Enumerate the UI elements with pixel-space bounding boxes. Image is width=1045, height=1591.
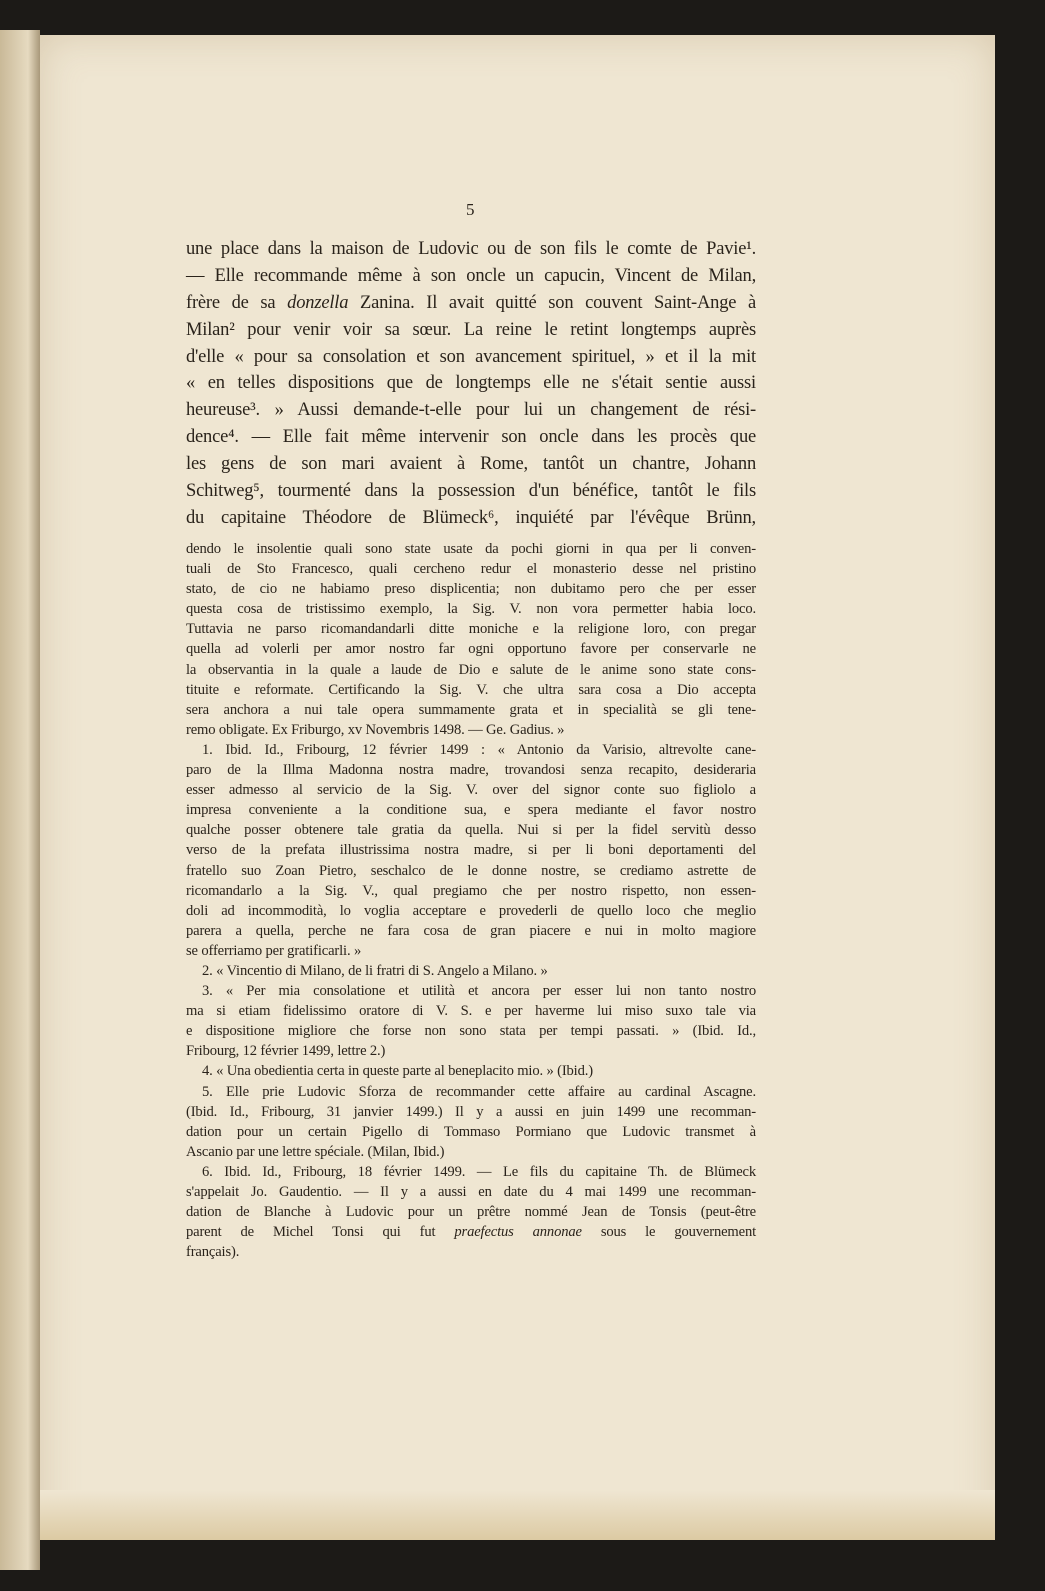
footnote-line [186, 1122, 756, 1142]
text-segment: Zanina. Il avait quitté son couvent Saint-Ange à [348, 292, 756, 313]
footnote-line [186, 760, 756, 780]
footnote-line [186, 1242, 756, 1262]
text-segment: qualche posser obtenere tale gratia da quella. Nui si per la fidel servitù desso [186, 822, 756, 839]
footnote-line [186, 1001, 756, 1021]
footnote-line [186, 740, 756, 760]
text-line [186, 397, 756, 424]
text-line [186, 344, 756, 371]
footnote-line [186, 680, 756, 700]
text-segment: Schitweg⁵, tourmenté dans la possession d'un bénéfice, tantôt le fils [186, 481, 756, 502]
text-segment: dence⁴. — Elle fait même intervenir son oncle dans les procès que [186, 427, 756, 448]
footnote-line [186, 720, 756, 740]
text-segment: Fribourg, 12 février 1499, lettre 2.) [186, 1043, 386, 1060]
text-segment: ricomandarlo a la Sig. V., qual pregiamo che per nostro rispetto, non essen- [186, 882, 756, 899]
text-segment: Tuttavia ne parso ricomandandarli ditte moniche e la religione loro, con pregar [186, 621, 756, 638]
footnote-line [186, 901, 756, 921]
footnote-line [186, 1061, 756, 1081]
page-number: 5 [466, 200, 475, 219]
text-segment: 5. Elle prie Ludovic Sforza de recommander cette affaire au cardinal Ascagne. [202, 1083, 756, 1100]
footnote-line [186, 961, 756, 981]
text-segment: 3. « Per mia consolatione et utilità et ancora per esser lui non tanto nostro [202, 983, 756, 1000]
footnote-line [186, 559, 756, 579]
text-segment: parent de Michel Tonsi qui fut [186, 1224, 455, 1241]
text-segment: (Ibid. Id., Fribourg, 31 janvier 1499.) Il y a aussi en juin 1499 une recomman- [186, 1103, 756, 1120]
footnote-line [186, 800, 756, 820]
text-segment: remo obligate. Ex Friburgo, xv Novembris 1498. — Ge. Gadius. » [186, 721, 565, 738]
text-line [186, 478, 756, 505]
text-segment: la observantia in la quale a laude de Dio e salute de le anime sono state cons- [186, 661, 756, 678]
text-segment: sera anchora a nui tale opera summamente grata et in specialità se gli tene- [186, 701, 756, 718]
text-segment: questa cosa de tristissimo exemplo, la Sig. V. non vora permetter habia loco. [186, 601, 756, 618]
text-segment: frère de sa [186, 292, 288, 313]
text-segment: verso de la prefata illustrissima nostra madre, si per li boni deportamenti del [186, 842, 756, 859]
text-segment: paro de la Illma Madonna nostra madre, trovandosi senza recapito, desideraria [186, 762, 756, 779]
footnote-line [186, 599, 756, 619]
text-segment: 4. « Una obedientia certa in queste parte al beneplacito mio. » (Ibid.) [202, 1063, 593, 1080]
footnote-line [186, 861, 756, 881]
text-segment: — Elle recommande même à son oncle un capucin, Vincent de Milan, [186, 265, 756, 286]
text-line [186, 290, 756, 317]
footnote-line [186, 700, 756, 720]
footnote-line [186, 981, 756, 1001]
footnote-line [186, 1041, 756, 1061]
footnote-line [186, 881, 756, 901]
text-segment: heureuse³. » Aussi demande-t-elle pour lui un changement de rési- [186, 400, 756, 421]
footnotes [186, 539, 756, 1262]
footnote-line [186, 1162, 756, 1182]
footnote-line [186, 1182, 756, 1202]
footnote-line [186, 1202, 756, 1222]
text-segment: impresa conveniente a la conditione sua, e spera mediante el favor nostro [186, 802, 756, 819]
text-segment: s'appelait Jo. Gaudentio. — Il y a aussi en date du 4 mai 1499 une recomman- [186, 1184, 756, 1200]
footnote-line [186, 921, 756, 941]
footnote-line [186, 1102, 756, 1122]
text-line [186, 370, 756, 397]
footnote-line [186, 820, 756, 840]
text-segment: esser admesso al servicio de la Sig. V. over del signor conte suo figliolo a [186, 782, 756, 799]
footnote-line [186, 780, 756, 800]
text-segment: dation de Blanche à Ludovic pour un prêtre nommé Jean de Tonsis (peut-être [186, 1204, 756, 1221]
text-line [186, 236, 756, 263]
italic-text: praefectus annonae [454, 1224, 582, 1241]
text-segment: 2. « Vincentio di Milano, de li fratri di S. Angelo a Milano. » [202, 962, 548, 979]
text-segment: quella ad volerli per amor nostro far ogni opportuno favore per conservarle ne [186, 641, 756, 658]
text-segment: ma si etiam fidelissimo oratore di V. S. e per haverme lui miso suxo tale via [186, 1003, 756, 1020]
main-text [186, 236, 756, 532]
text-segment: « en telles dispositions que de longtemps elle ne s'était sentie aussi [186, 373, 756, 394]
text-segment: stato, de cio ne habiamo preso displicentia; non dubitamo pero che per esser [186, 581, 756, 598]
footnote-line [186, 1142, 756, 1162]
text-segment: du capitaine Théodore de Blümeck⁶, inquiété par l'évêque Brünn, [186, 507, 756, 528]
footnote-line [186, 941, 756, 961]
footnote-line [186, 639, 756, 659]
text-line [186, 263, 756, 290]
text-segment: 1. Ibid. Id., Fribourg, 12 février 1499 : « Antonio da Varisio, altrevolte cane- [202, 741, 756, 758]
text-segment: d'elle « pour sa consolation et son avancement spirituel, » et il la mit [186, 346, 756, 367]
footnote-line [186, 1082, 756, 1102]
text-segment: fratello suo Zoan Pietro, seschalco de le donne nostre, se crediamo astrette de [186, 862, 756, 879]
text-line [186, 505, 756, 532]
text-segment: Ascanio par une lettre spéciale. (Milan, Ibid.) [186, 1143, 445, 1160]
text-segment: tuali de Sto Francesco, quali cercheno redur el monasterio desse nel pristino [186, 561, 756, 578]
footnote-line [186, 1021, 756, 1041]
text-segment: e dispositione migliore che forse non sono stata per tempi passati. » (Ibid. Id., [186, 1023, 756, 1040]
footnote-line [186, 1222, 756, 1242]
footnote-line [186, 619, 756, 639]
text-segment: doli ad incommodità, lo voglia acceptare e provederli de quello loco che meglio [186, 902, 756, 919]
footnote-line [186, 840, 756, 860]
footnote-line [186, 579, 756, 599]
text-segment: dendo le insolentie quali sono state usate da pochi giorni in qua per li conven- [186, 541, 756, 557]
text-segment: français). [186, 1244, 240, 1261]
text-segment: une place dans la maison de Ludovic ou de son fils le comte de Pavie¹. [186, 239, 756, 259]
text-segment: sous le gouvernement [581, 1224, 756, 1241]
text-line [186, 424, 756, 451]
text-segment: parera a quella, perche ne fara cosa de gran piacere e nui in molto magiore [186, 922, 756, 939]
text-segment: Milan² pour venir voir sa sœur. La reine le retint longtemps auprès [186, 319, 756, 340]
text-segment: se offerriamo per gratificarli. » [186, 942, 362, 959]
text-segment: 6. Ibid. Id., Fribourg, 18 février 1499. — Le fils du capitaine Th. de Blümeck [202, 1163, 756, 1180]
text-segment: dation pour un certain Pigello di Tommaso Pormiano que Ludovic transmet à [186, 1123, 756, 1140]
text-line [186, 317, 756, 344]
footnote-line [186, 539, 756, 559]
italic-text: donzella [287, 292, 349, 313]
facing-page-edge [0, 30, 40, 1570]
footnote-line [186, 660, 756, 680]
text-segment: tituite e reformate. Certificando la Sig. V. che ultra sara cosa a Dio accepta [186, 681, 756, 698]
text-line [186, 451, 756, 478]
text-segment: les gens de son mari avaient à Rome, tantôt un chantre, Johann [186, 454, 756, 475]
